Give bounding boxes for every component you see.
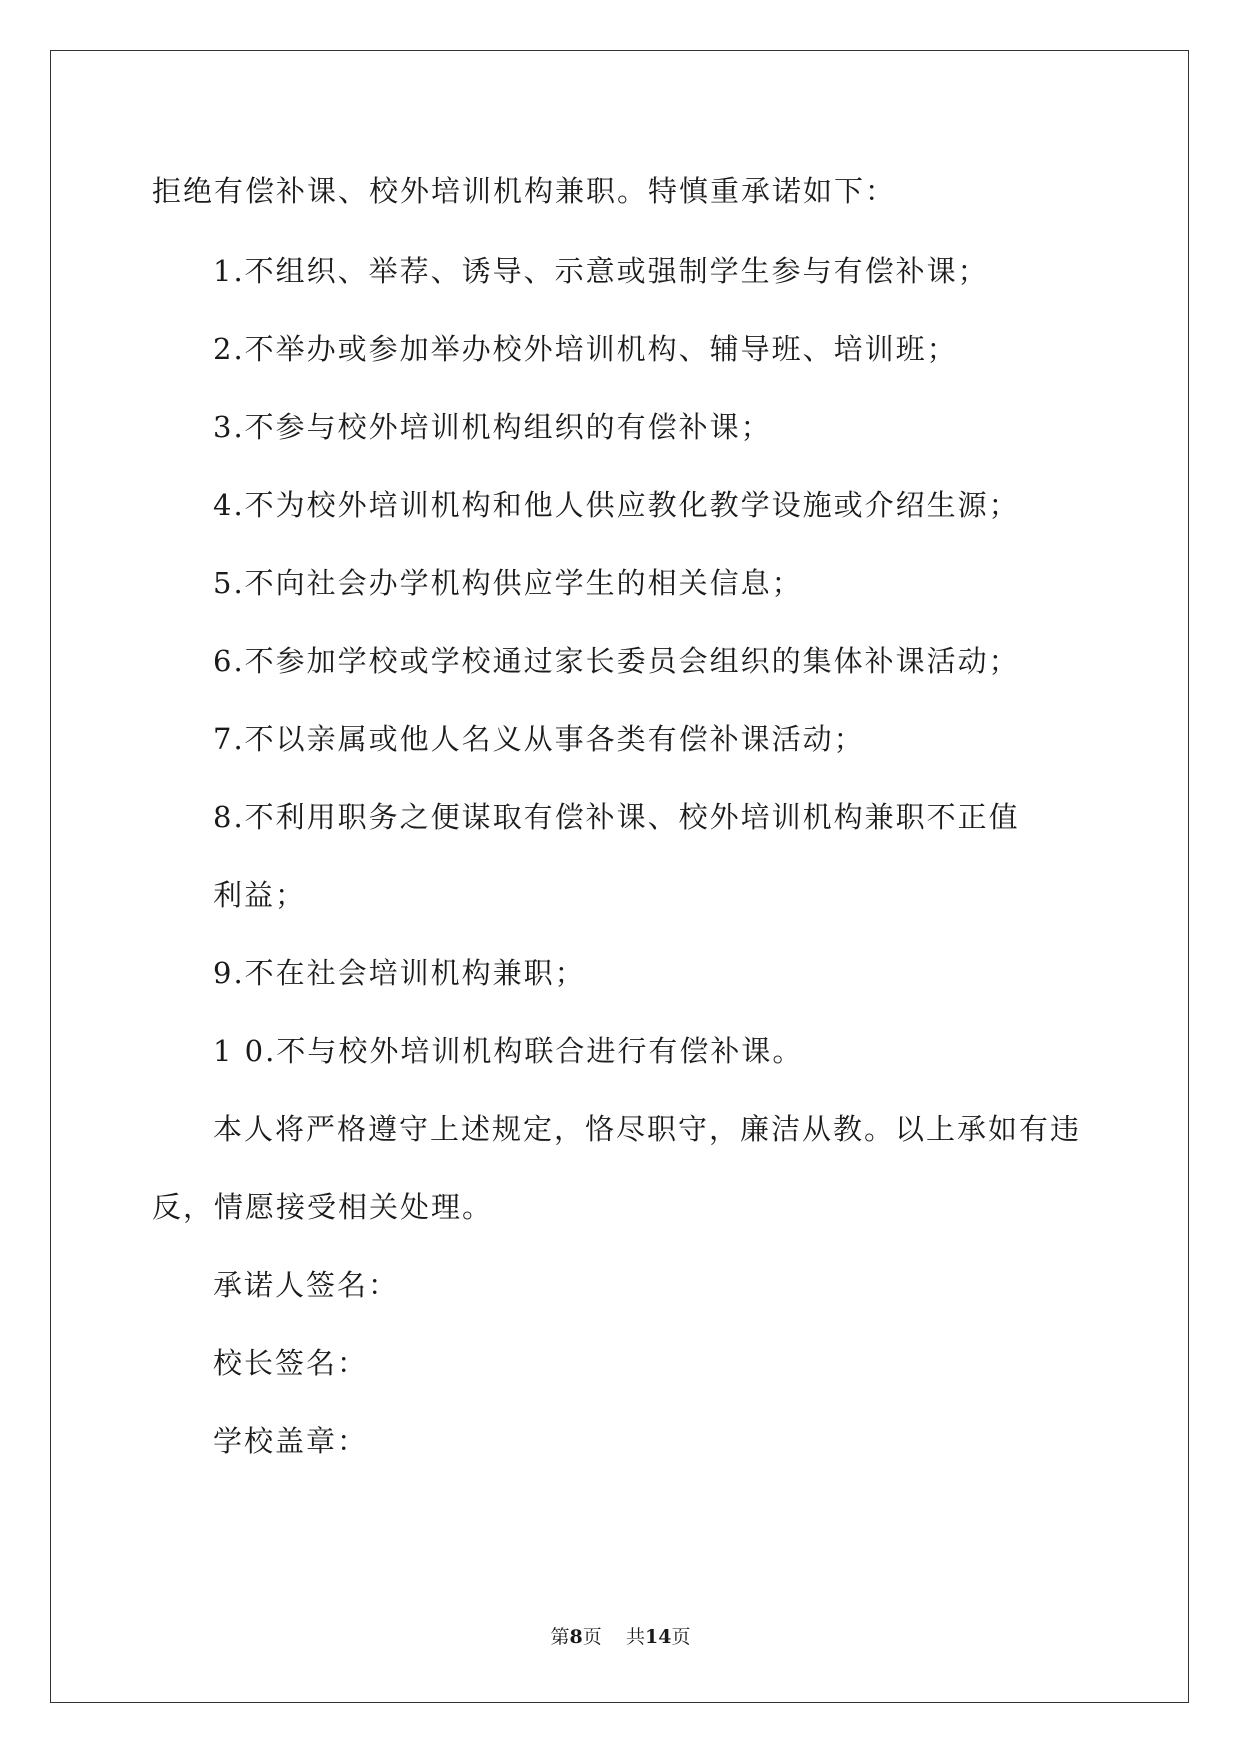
item-8-continued: 利益； [213,878,307,912]
pledge-statement-continued: 反，情愿接受相关处理。 [152,1190,494,1224]
total-pages: 14 [644,1626,672,1648]
pledge-statement: 本人将严格遵守上述规定，恪尽职守，廉洁从教。以上承如有违 [213,1112,1082,1146]
item-9: 9.不在社会培训机构兼职； [213,956,586,990]
school-seal-label: 学校盖章： [213,1424,369,1458]
item-10: 1 0.不与校外培训机构联合进行有偿补课。 [213,1034,804,1068]
item-8: 8.不利用职务之便谋取有偿补课、校外培训机构兼职不正值 [213,800,1020,834]
item-6: 6.不参加学校或学校通过家长委员会组织的集体补课活动； [213,644,1020,678]
item-7: 7.不以亲属或他人名义从事各类有偿补课活动； [213,722,865,756]
item-4: 4.不为校外培训机构和他人供应教化教学设施或介绍生源； [213,488,1020,522]
item-1: 1.不组织、举荐、诱导、示意或强制学生参与有偿补课； [213,254,989,288]
pledger-signature-label: 承诺人签名： [213,1268,400,1302]
page-footer [0,1625,1241,1649]
page-prefix: 第 [550,1626,570,1648]
total-prefix: 共 [625,1626,645,1648]
item-3: 3.不参与校外培训机构组织的有偿补课； [213,410,772,444]
item-5: 5.不向社会办学机构供应学生的相关信息； [213,566,803,600]
item-2: 2.不举办或参加举办校外培训机构、辅导班、培训班； [213,332,958,366]
page-suffix: 页 [582,1626,602,1648]
page-number: 8 [569,1626,583,1648]
total-suffix: 页 [671,1626,691,1648]
intro-line: 拒绝有偿补课、校外培训机构兼职。特慎重承诺如下： [152,174,897,208]
principal-signature-label: 校长签名： [213,1346,369,1380]
